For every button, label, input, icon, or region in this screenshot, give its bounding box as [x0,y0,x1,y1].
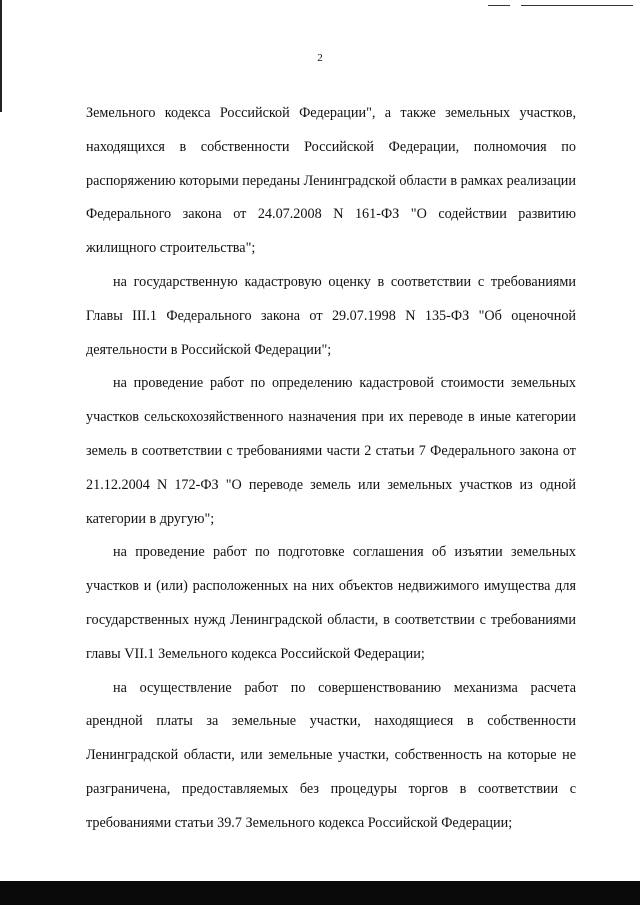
paragraph: Земельного кодекса Российской Федерации", а также земельных участков, находящихся в собственности Российской Федерации, полномочия по распоряжению которыми переданы Ленинградской области в рамках реализации Федерального закона от 24.07.2008 N 161-ФЗ "О содействии развитию жилищного строительства"; [86,105,576,257]
paragraph: на государственную кадастровую оценку в соответствии с требованиями Главы III.1 Федерального закона от 29.07.1998 N 135-ФЗ "Об оценочной деятельности в Российской Федерации"; [86,273,576,358]
scan-edge-top [521,5,633,6]
body-text [86,97,576,841]
paragraph: на проведение работ по подготовке соглашения об изъятии земельных участков и (или) расположенных на них объектов недвижимого имущества для государственных нужд Ленинградской области, в соответствии с требованиями главы VII.1 Земельного кодекса Российской Федерации; [86,544,576,662]
paragraph: на осуществление работ по совершенствованию механизма расчета арендной платы за земельные участки, находящиеся в собственности Ленинградской области, или земельные участки, собственность на которые не разграничена, предоставляемых без процедуры торгов в соответствии с требованиями статьи 39.7 Земельного кодекса Российской Федерации; [86,679,576,831]
page-number: 2 [317,52,323,64]
scan-edge-bottom [0,881,640,905]
paragraph: на проведение работ по определению кадастровой стоимости земельных участков сельскохозяйственного назначения при их переводе в иные категории земель в соответствии с требованиями части 2 статьи 7 Федерального закона от 21.12.2004 N 172-ФЗ "О переводе земель или земельных участков из одной категории в другую"; [86,375,576,527]
scan-edge-top [488,5,510,6]
